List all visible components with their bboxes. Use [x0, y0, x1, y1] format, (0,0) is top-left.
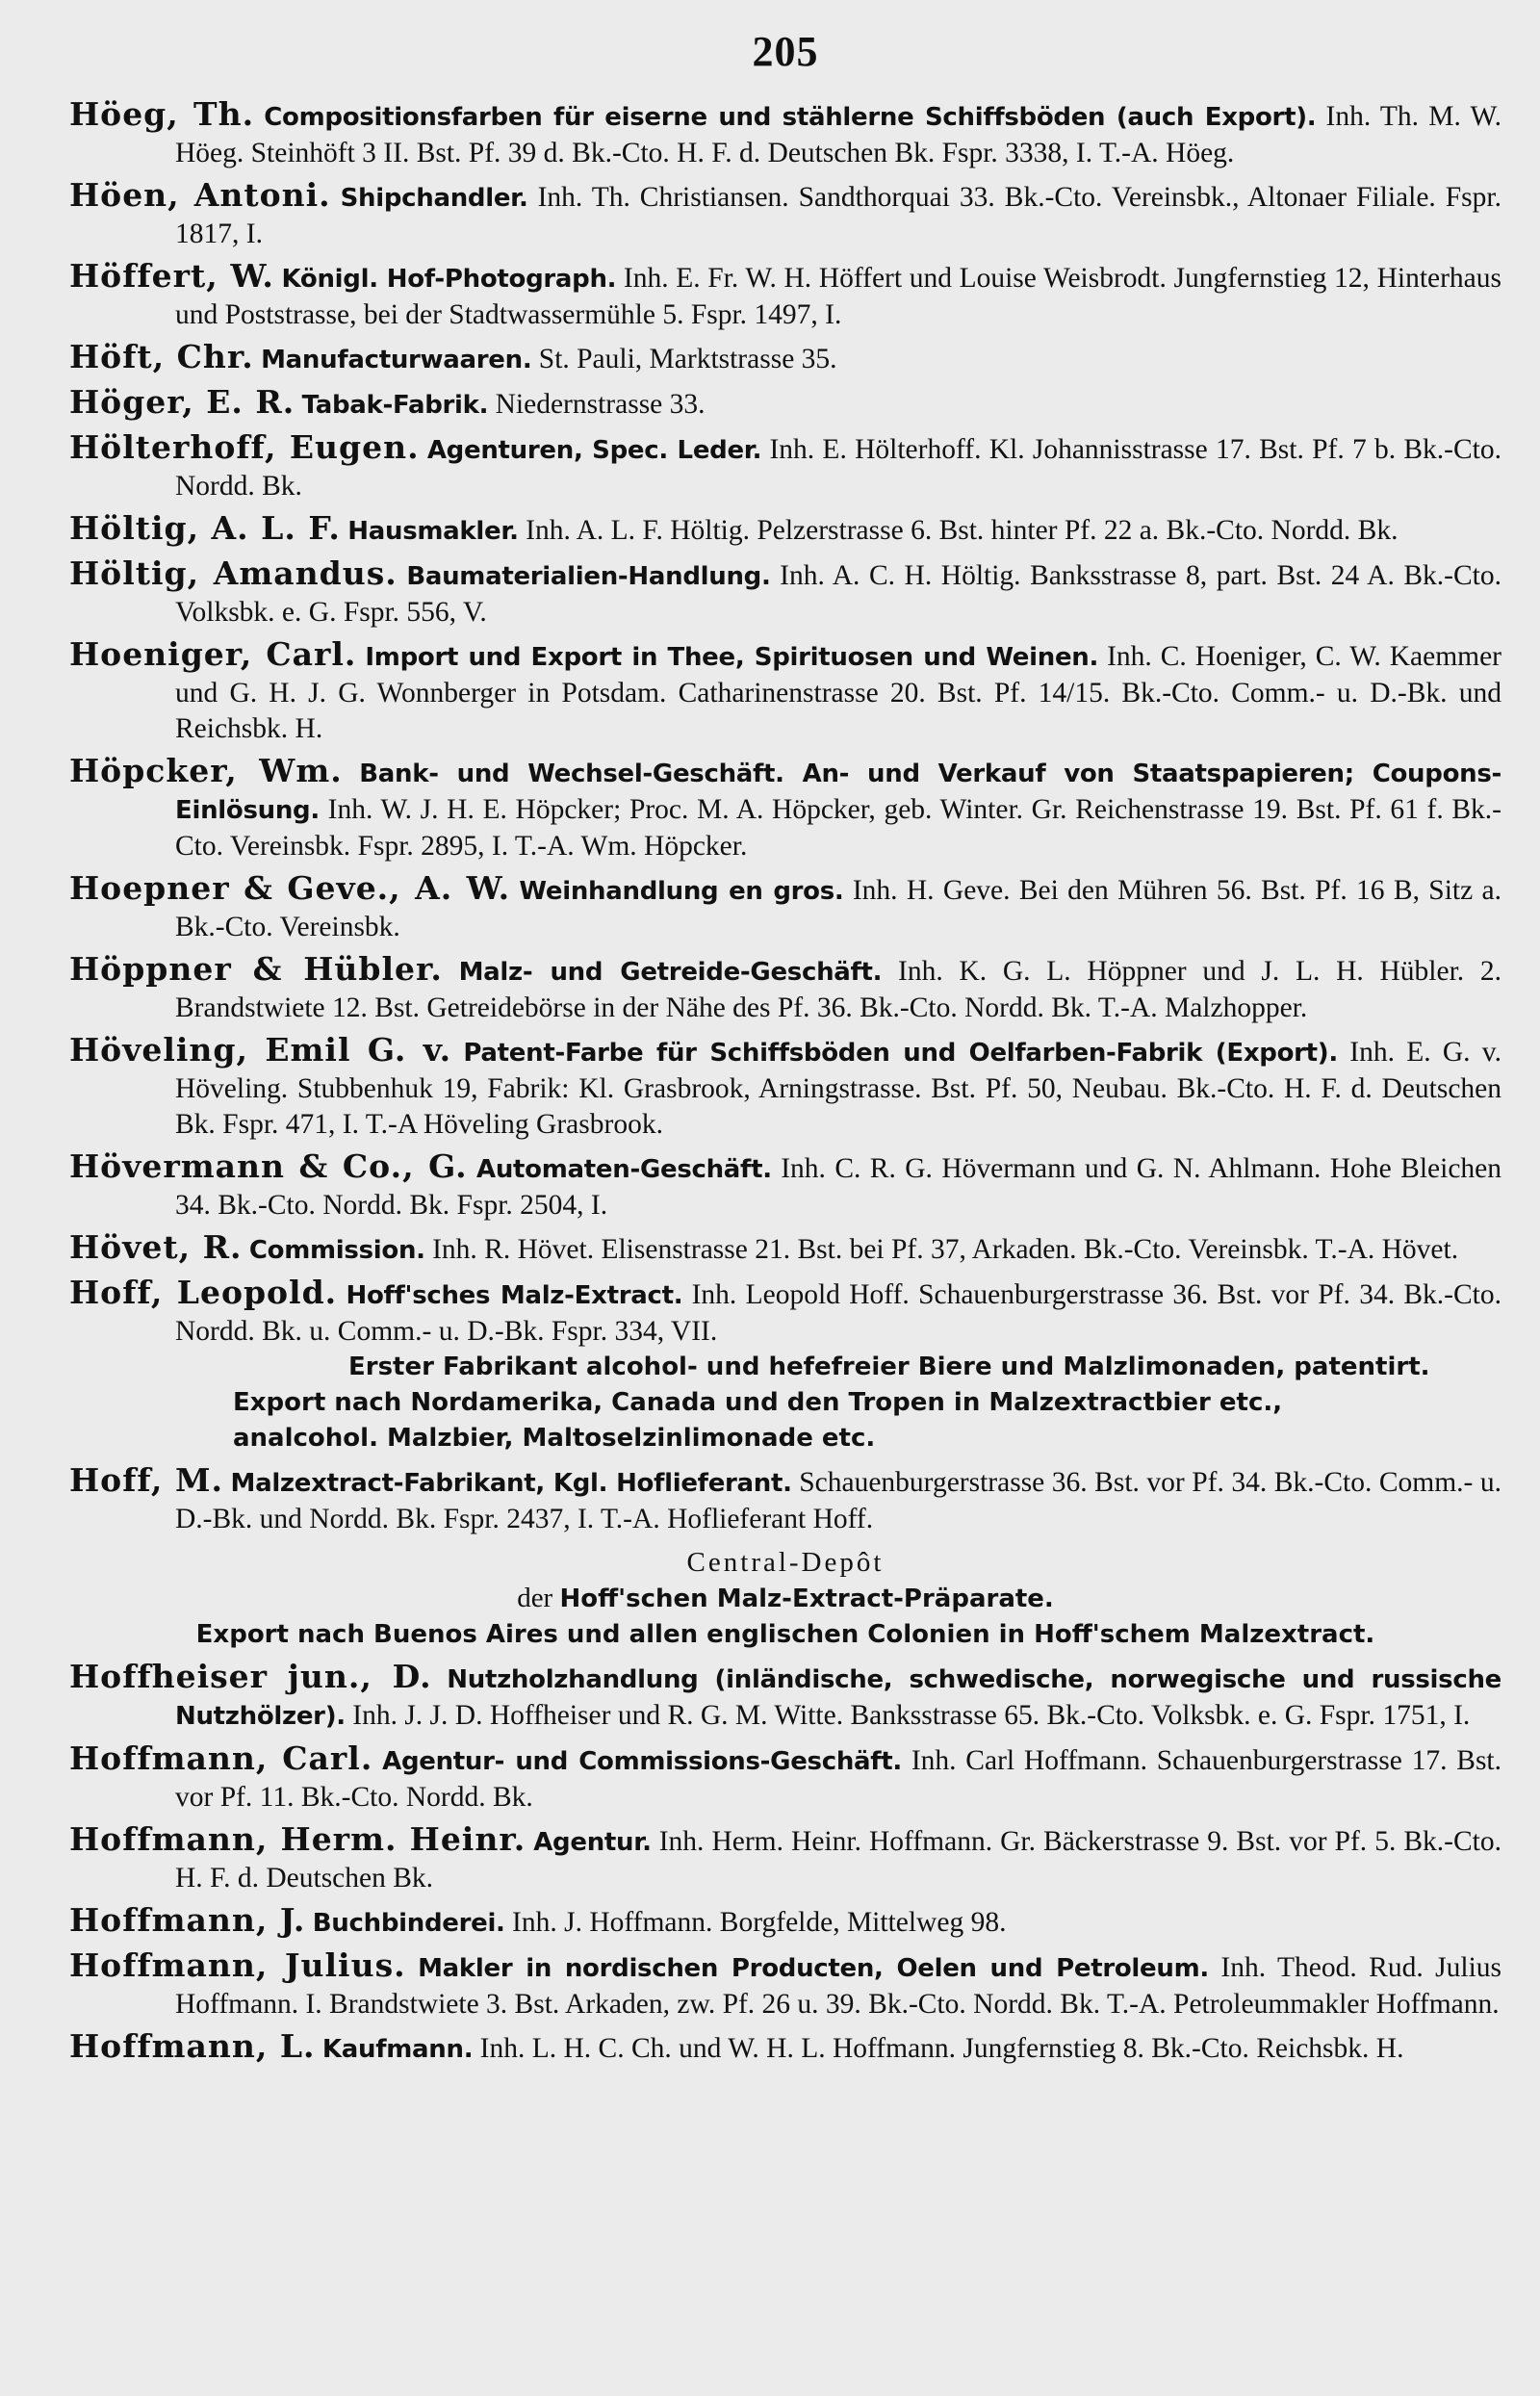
directory-entry — [69, 1740, 1502, 1816]
entry-name: Hoffmann, Julius. — [69, 1946, 406, 1984]
directory-entry — [69, 1148, 1502, 1224]
entry-business: Import und Export in Thee, Spirituosen und Weinen. — [365, 643, 1099, 672]
directory-entry — [69, 339, 1502, 378]
entry-business: Kaufmann. — [321, 2035, 474, 2064]
entry-business: Bank- und Wechsel-Geschäft. An- und Verkauf von Staatspapieren; Coupons-Einlösung. — [175, 760, 1502, 825]
entry-business: Malz- und Getreide-Geschäft. — [458, 958, 883, 987]
directory-entry — [69, 384, 1502, 424]
entry-business: Makler in nordischen Producten, Oelen und Petroleum. — [418, 1954, 1209, 1983]
entry-business: Weinhandlung en gros. — [519, 877, 844, 906]
entry-business: Tabak-Fabrik. — [301, 391, 489, 420]
entry-details: Inh. Theod. Rud. Julius Hoffmann. I. Brandstwiete 3. Bst. Arkaden, zw. Pf. 26 u. 39. Bk.-Cto. Nordd. Bk. T.-A. Petroleummakler Hoffmann. — [175, 1952, 1502, 2020]
entry-business: Agentur- und Commissions-Geschäft. — [382, 1747, 903, 1776]
directory-entry — [69, 96, 1502, 171]
entry-extra-line: Export nach Nordamerika, Canada und den Tropen in Malzextractbier etc., — [233, 1388, 1283, 1417]
entry-business: Patent-Farbe für Schiffsböden und Oelfarben-Fabrik (Export). — [463, 1039, 1338, 1068]
entry-details: Inh. E. Fr. W. H. Höffert und Louise Weisbrodt. Jungfernstieg 12, Hinterhaus und Poststrasse, bei der Stadtwassermühle 5. Fspr. 1497, I. — [175, 263, 1502, 330]
entry-name: Hövermann & Co., G. — [69, 1147, 468, 1185]
entry-name: Höger, E. R. — [69, 383, 295, 421]
entry-details: Inh. L. H. C. Ch. und W. H. L. Hoffmann. Jungfernstieg 8. Bk.-Cto. Reichsbk. H. — [479, 2033, 1404, 2064]
entry-name: Hoffmann, Carl. — [69, 1739, 373, 1777]
entry-details: Inh. J. J. D. Hoffheiser und R. G. M. Witte. Banksstrasse 65. Bk.-Cto. Volksbk. e. G. Fspr. 1751, I. — [352, 1700, 1471, 1731]
directory-entry — [69, 258, 1502, 333]
entry-business: Malzextract-Fabrikant, Kgl. Hoflieferant. — [230, 1469, 792, 1498]
entry-name: Hoff, Leopold. — [69, 1274, 338, 1311]
notice-export-line: Export nach Buenos Aires und allen englischen Colonien in Hoff'schem Malzextract. — [195, 1620, 1375, 1649]
entry-details: Inh. Leopold Hoff. Schauenburgerstrasse 36. Bst. vor Pf. 34. Bk.-Cto. Nordd. Bk. u. Comm.- u. D.-Bk. Fspr. 334, VII. — [175, 1279, 1502, 1347]
entry-details: Inh. E. Hölterhoff. Kl. Johannisstrasse 17. Bst. Pf. 7 b. Bk.-Cto. Nordd. Bk. — [175, 434, 1502, 502]
directory-entry — [69, 1462, 1502, 1537]
entry-business: Compositionsfarben für eiserne und stählerne Schiffsböden (auch Export). — [264, 103, 1317, 132]
directory-entry — [69, 1275, 1502, 1456]
directory-entry — [69, 1902, 1502, 1942]
entry-name: Höpcker, Wm. — [69, 752, 343, 789]
directory-entry — [69, 177, 1502, 252]
notice-title: Central-Depôt — [686, 1547, 885, 1578]
directory-entry — [69, 1659, 1502, 1735]
page-number: 205 — [752, 28, 819, 75]
entry-business: Hausmakler. — [347, 517, 519, 546]
directory-entry — [69, 1229, 1502, 1269]
entry-name: Höffert, W. — [69, 257, 274, 295]
entry-business: Manufacturwaaren. — [261, 346, 532, 374]
entry-business: Hoff'sches Malz-Extract. — [346, 1281, 683, 1310]
entry-details: Inh. K. G. L. Höppner und J. L. H. Hübler. 2. Brandstwiete 12. Bst. Getreidebörse in der Nähe des Pf. 36. Bk.-Cto. Nordd. Bk. T.-A. Malzhopper. — [175, 956, 1502, 1023]
entry-name: Hoff, M. — [69, 1461, 223, 1499]
entry-details: Inh. E. G. v. Höveling. Stubbenhuk 19, Fabrik: Kl. Grasbrook, Arningstrasse. Bst. Pf. 50, Neubau. Bk.-Cto. H. F. d. Deutschen Bk. Fspr. 471, I. T.-A Höveling Grasbrook. — [175, 1037, 1502, 1140]
entry-details: Inh. H. Geve. Bei den Mühren 56. Bst. Pf. 16 B, Sitz a. Bk.-Cto. Vereinsbk. — [175, 875, 1502, 942]
entry-business: Königl. Hof-Photograph. — [281, 265, 617, 294]
entry-name: Höltig, Amandus. — [69, 554, 398, 592]
directory-entry — [69, 1821, 1502, 1896]
entry-name: Höltig, A. L. F. — [69, 509, 341, 547]
entry-name: Höft, Chr. — [69, 338, 254, 375]
directory-entry — [69, 2028, 1502, 2068]
entry-business: Agentur. — [533, 1828, 652, 1857]
entry-name: Hövet, R. — [69, 1228, 243, 1266]
entry-details: Inh. J. Hoffmann. Borgfelde, Mittelweg 98. — [512, 1907, 1007, 1938]
entry-details: Inh. C. Hoeniger, C. W. Kaemmer und G. H. J. G. Wonnberger in Potsdam. Catharinenstrasse 20. Bst. Pf. 14/15. Bk.-Cto. Comm.- u. D.-Bk. und Reichsbk. H. — [175, 641, 1502, 744]
entry-details: Inh. Th. Christiansen. Sandthorquai 33. Bk.-Cto. Vereinsbk., Altonaer Filiale. Fspr. 1817, I. — [175, 182, 1502, 249]
directory-entry — [69, 951, 1502, 1026]
entry-name: Hoeniger, Carl. — [69, 635, 357, 673]
directory-entry — [69, 429, 1502, 504]
entry-extra-line: analcohol. Malzbier, Maltoselzinlimonade etc. — [233, 1424, 876, 1453]
entry-details: Inh. W. J. H. E. Höpcker; Proc. M. A. Höpcker, geb. Winter. Gr. Reichenstrasse 19. Bst. Pf. 61 f. Bk.-Cto. Vereinsbk. Fspr. 2895, I. T.-A. Wm. Höpcker. — [175, 794, 1502, 862]
directory-entry — [69, 510, 1502, 550]
directory-entry — [69, 870, 1502, 945]
directory-entry — [69, 1947, 1502, 2022]
entry-name: Hoffmann, J. — [69, 1901, 306, 1939]
entry-name: Hoepner & Geve., A. W. — [69, 869, 511, 907]
entry-business: Buchbinderei. — [312, 1909, 505, 1938]
entry-name: Höeg, Th. — [69, 95, 255, 133]
entry-name: Hoffmann, L. — [69, 2027, 316, 2065]
entry-name: Höveling, Emil G. v. — [69, 1031, 452, 1069]
entry-name: Hoffmann, Herm. Heinr. — [69, 1820, 526, 1858]
entry-name: Hölterhoff, Eugen. — [69, 428, 420, 466]
entry-details: Inh. R. Hövet. Elisenstrasse 21. Bst. bei Pf. 37, Arkaden. Bk.-Cto. Vereinsbk. T.-A. Hövet. — [432, 1234, 1459, 1265]
central-depot-notice — [69, 1545, 1502, 1653]
directory-entry — [69, 1032, 1502, 1143]
entry-details: Inh. Herm. Heinr. Hoffmann. Gr. Bäckerstrasse 9. Bst. vor Pf. 5. Bk.-Cto. H. F. d. Deutschen Bk. — [175, 1826, 1502, 1894]
entry-business: Automaten-Geschäft. — [476, 1155, 772, 1184]
entry-business: Agenturen, Spec. Leder. — [426, 436, 762, 465]
entry-details: Inh. A. L. F. Höltig. Pelzerstrasse 6. Bst. hinter Pf. 22 a. Bk.-Cto. Nordd. Bk. — [526, 515, 1399, 546]
notice-subtitle-bold: Hoff'schen Malz-Extract-Präparate. — [559, 1584, 1054, 1613]
entry-details: St. Pauli, Marktstrasse 35. — [538, 344, 837, 374]
entry-details: Inh. Th. M. W. Höeg. Steinhöft 3 II. Bst. Pf. 39 d. Bk.-Cto. H. F. d. Deutschen Bk. Fspr. 3338, I. T.-A. Höeg. — [175, 101, 1502, 168]
directory-entry — [69, 636, 1502, 747]
entry-business: Shipchandler. — [340, 184, 528, 213]
entry-business: Baumaterialien-Handlung. — [406, 562, 771, 591]
entry-details: Inh. A. C. H. Höltig. Banksstrasse 8, part. Bst. 24 A. Bk.-Cto. Volksbk. e. G. Fspr. 556, V. — [175, 560, 1502, 628]
entry-name: Hoffheiser jun., D. — [69, 1658, 432, 1695]
entries-list — [69, 96, 1502, 2068]
entry-business: Nutzholzhandlung (inländische, schwedische, norwegische und russische Nutzhölzer). — [175, 1665, 1502, 1731]
notice-subtitle — [69, 1581, 1502, 1617]
entry-name: Höppner & Hübler. — [69, 950, 443, 988]
entry-extra-line: Erster Fabrikant alcohol- und hefefreier Biere und Malzlimonaden, patentirt. — [348, 1353, 1430, 1381]
entry-details: Niedernstrasse 33. — [495, 389, 706, 420]
entry-details: Inh. Carl Hoffmann. Schauenburgerstrasse 17. Bst. vor Pf. 11. Bk.-Cto. Nordd. Bk. — [175, 1745, 1502, 1813]
entry-name: Höen, Antoni. — [69, 176, 331, 214]
notice-subtitle-prefix: der — [517, 1583, 553, 1613]
directory-entry — [69, 555, 1502, 631]
entry-details: Schauenburgerstrasse 36. Bst. vor Pf. 34. Bk.-Cto. Comm.- u. D.-Bk. und Nordd. Bk. Fspr. 2437, I. T.-A. Hoflieferant Hoff. — [175, 1467, 1502, 1534]
entry-details: Inh. C. R. G. Hövermann und G. N. Ahlmann. Hohe Bleichen 34. Bk.-Cto. Nordd. Bk. Fspr. 2504, I. — [175, 1153, 1502, 1221]
entry-business: Commission. — [248, 1236, 425, 1265]
directory-entry — [69, 753, 1502, 864]
